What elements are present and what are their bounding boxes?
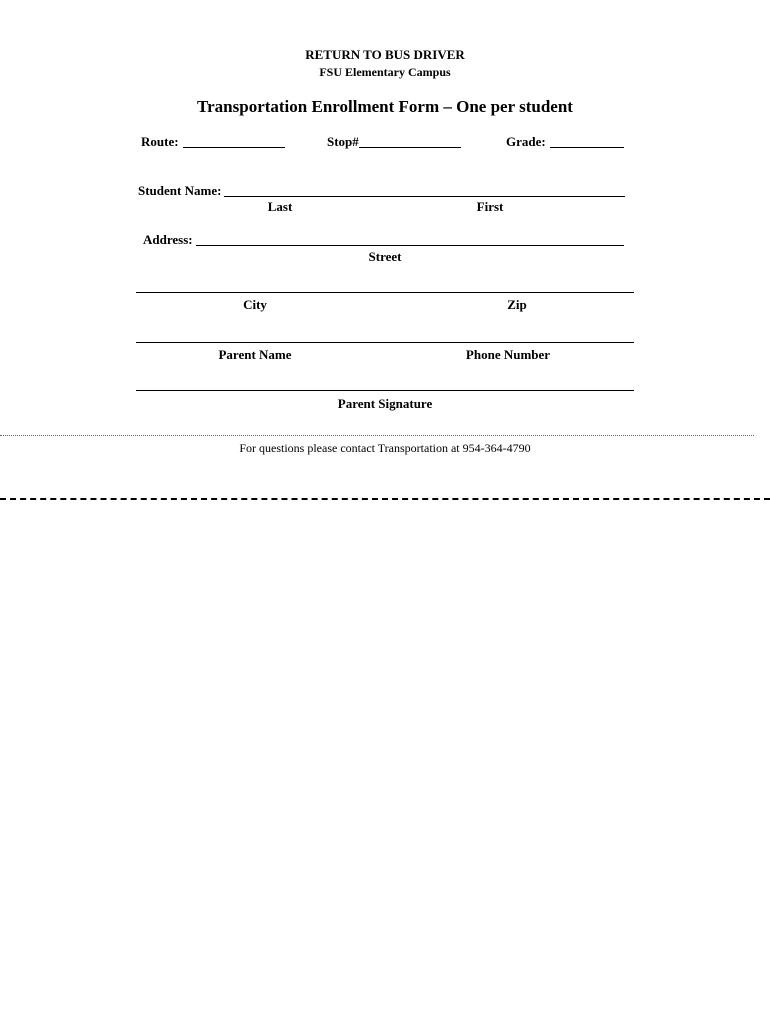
student-name-label: Student Name:: [138, 183, 222, 198]
stop-label: Stop#: [327, 134, 359, 149]
zip-caption: Zip: [507, 297, 527, 312]
city-caption: City: [243, 297, 267, 312]
last-name-caption: Last: [267, 199, 293, 214]
route-label: Route:: [141, 134, 179, 149]
return-to-header: RETURN TO BUS DRIVER: [305, 47, 465, 62]
phone-number-caption: Phone Number: [465, 347, 551, 362]
form-title: Transportation Enrollment Form – One per student: [197, 97, 573, 116]
stop-input-line[interactable]: [359, 147, 461, 148]
address-field: [143, 232, 624, 248]
street-caption: Street: [368, 249, 402, 264]
student-name-field: [138, 183, 625, 199]
parent-signature-caption: Parent Signature: [337, 396, 433, 411]
first-name-caption: First: [476, 199, 504, 214]
grade-field: [506, 134, 624, 150]
student-name-input-line[interactable]: [224, 196, 625, 197]
address-input-line[interactable]: [196, 245, 624, 246]
campus-subheader: FSU Elementary Campus: [319, 65, 451, 79]
address-label: Address:: [143, 232, 193, 247]
cut-line: [0, 498, 770, 500]
signature-input-line[interactable]: [136, 390, 634, 391]
contact-note: For questions please contact Transportation at 954-364-4790: [239, 441, 531, 455]
parent-name-caption: Parent Name: [218, 347, 292, 362]
grade-label: Grade:: [506, 134, 546, 149]
grade-input-line[interactable]: [550, 147, 624, 148]
city-zip-input-line[interactable]: [136, 292, 634, 293]
route-field: [141, 134, 285, 150]
stop-field: [327, 134, 461, 150]
parent-phone-input-line[interactable]: [136, 342, 634, 343]
route-input-line[interactable]: [183, 147, 285, 148]
dotted-divider: [0, 435, 754, 436]
